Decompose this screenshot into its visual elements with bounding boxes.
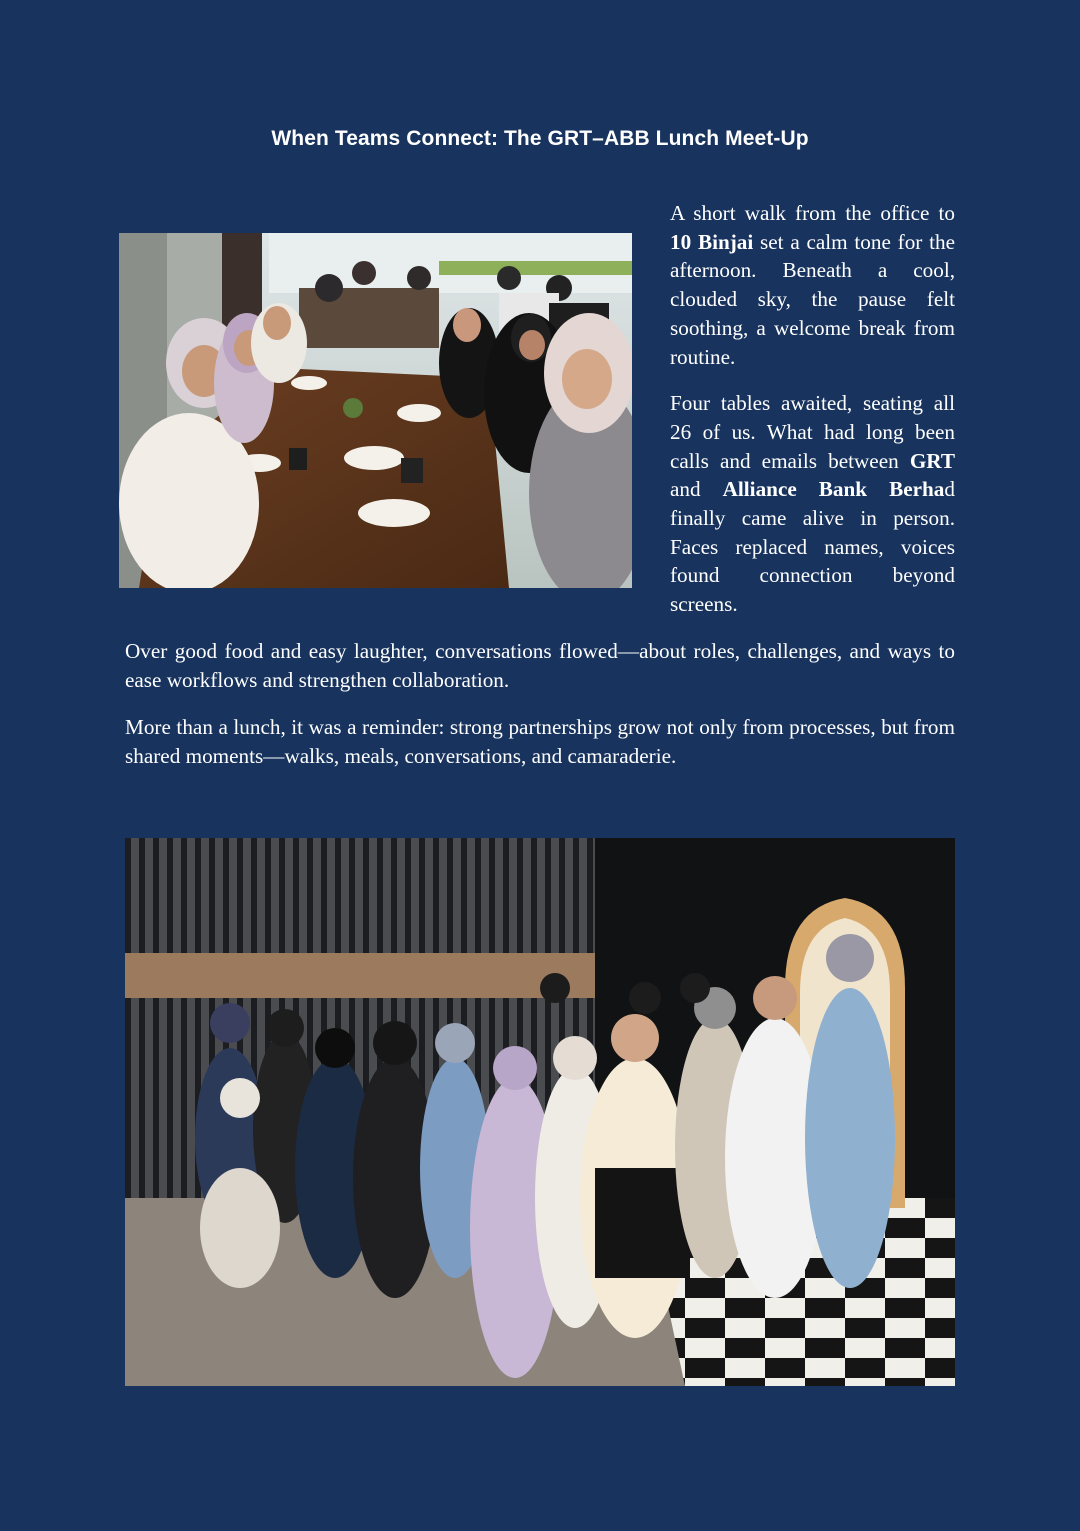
paragraph-intro-part-a: A short walk from the office to (670, 201, 955, 225)
paragraph-intro (670, 199, 955, 371)
lunch-table-photo (119, 233, 632, 588)
paragraph-intro-part-c: set a calm tone for the afternoon. Beneath a cool, clouded sky, the pause felt soothing, a welcome break from routine. (670, 229, 955, 369)
paragraph-tables-part-a: Four tables awaited, seating all 26 of us. What had long been calls and emails between (670, 391, 955, 473)
side-text-column (670, 199, 955, 619)
group-photo (125, 838, 955, 1386)
paragraph-conversations: Over good food and easy laughter, conversations flowed—about roles, challenges, and ways to ease workflows and strengthen collaboration. (125, 639, 955, 692)
paragraph-tables-part-c: and (670, 477, 723, 502)
place-name: 10 Binjai (670, 229, 754, 254)
org-grt: GRT (909, 448, 955, 473)
page-title: When Teams Connect: The GRT–ABB Lunch Meet-Up (271, 127, 809, 150)
paragraph-tables (670, 389, 955, 619)
paragraph-reminder: More than a lunch, it was a reminder: strong partnerships grow not only from processes, but from shared moments—walks, meals, conversations, and camaraderie. (125, 715, 955, 768)
org-alliance-bank: Alliance Bank Berha (722, 477, 945, 502)
paragraph-tables-part-e: d finally came alive in person. Faces replaced names, voices found connection beyond screens. (670, 477, 955, 617)
